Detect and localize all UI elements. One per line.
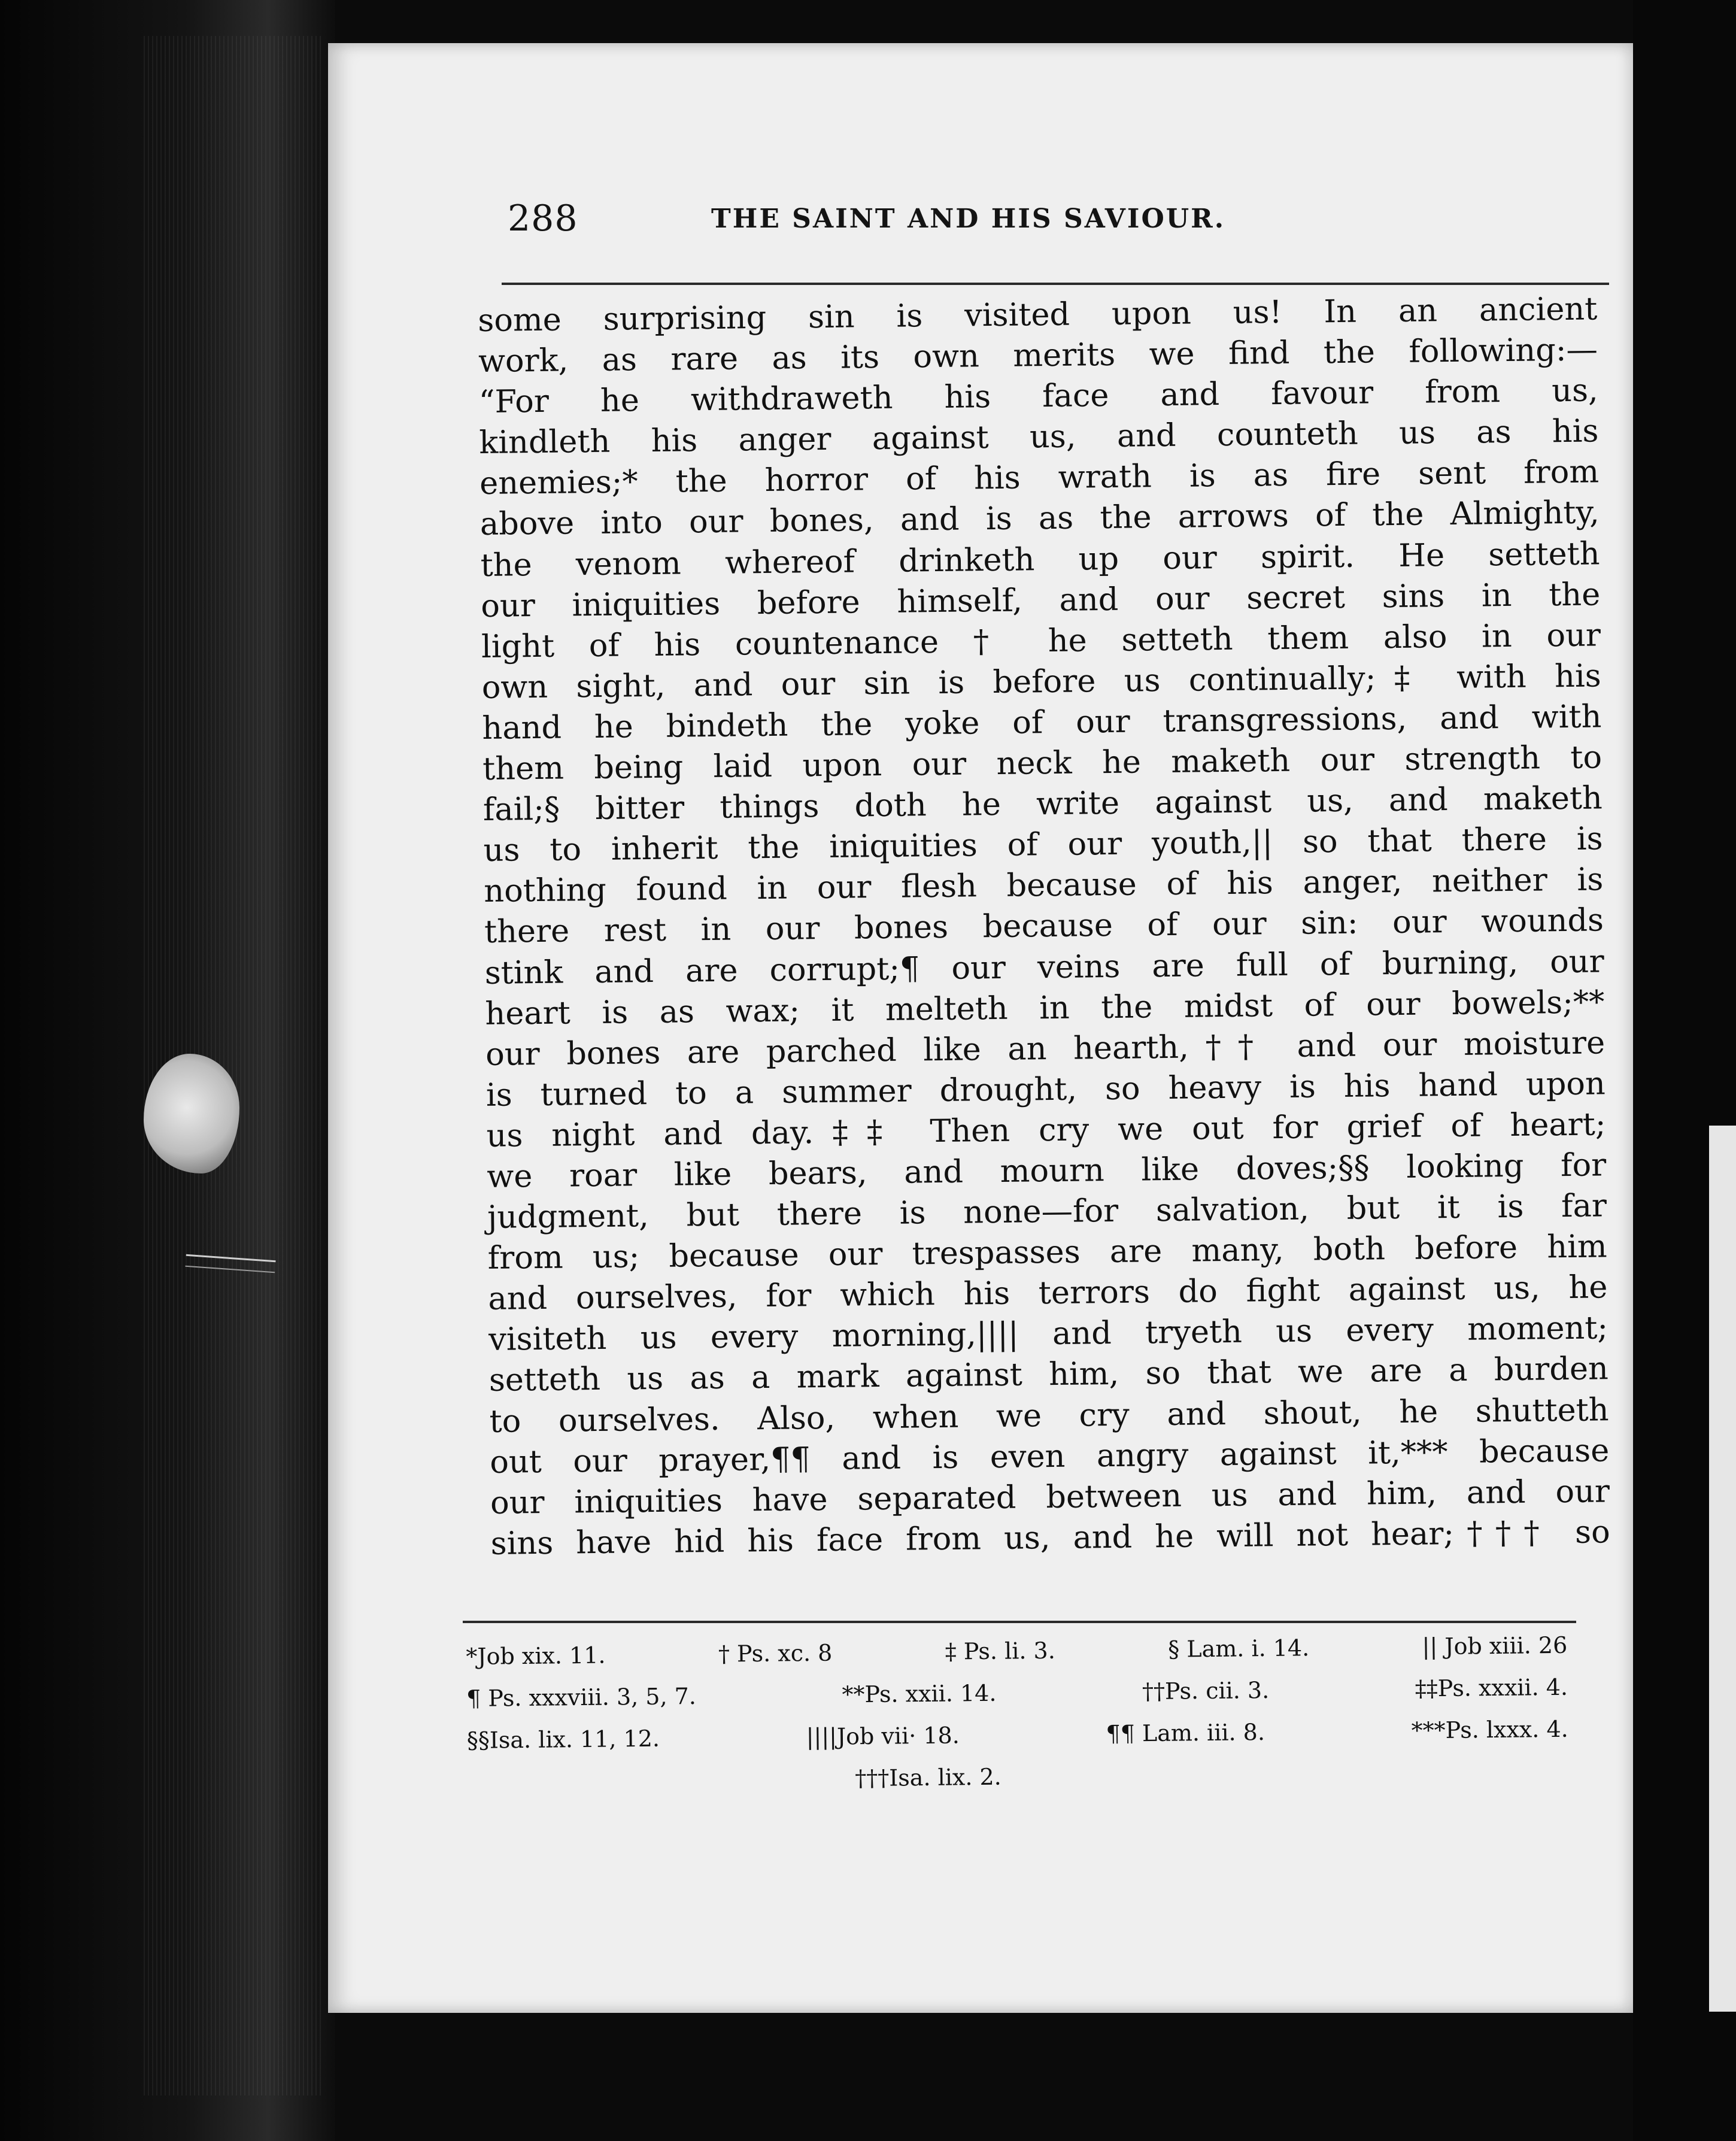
text-line: to ourselves. Also, when we cry and shout, he shutteth (489, 1391, 1609, 1440)
text-line: our bones are parched like an hearth,†† and our moisture (485, 1024, 1606, 1073)
text-line: out our prayer,¶¶ and is even angry against it,*** because (489, 1432, 1610, 1481)
text-line: is turned to a summer drought, so heavy is his hand upon (485, 1065, 1606, 1114)
book-page (328, 43, 1633, 2013)
footnotes (466, 1624, 1569, 1803)
text-line: our iniquities before himself, and our secret sins in the (481, 576, 1601, 624)
text-line: us night and day.‡‡ Then cry we out for grief of heart; (486, 1106, 1606, 1154)
text-line: and ourselves, for which his terrors do fight against us, he (488, 1269, 1608, 1318)
text-line: setteth us as a mark against him, so that we are a burden (488, 1350, 1609, 1399)
text-line: judgment, but there is none—for salvation, but it is far (487, 1187, 1607, 1236)
footnote: *Job xix. 11. (466, 1642, 606, 1670)
text-line: heart is as wax; it melteth in the midst of our bowels;** (485, 983, 1605, 1032)
text-line: work, as rare as its own merits we find the following:— (478, 331, 1598, 380)
body-text (478, 289, 1610, 1564)
page-number: 288 (508, 198, 578, 239)
footnote: ¶¶ Lam. iii. 8. (1106, 1719, 1265, 1747)
text-line: the venom whereof drinketh up our spirit. He setteth (480, 535, 1600, 584)
text-line: we roar like bears, and mourn like doves;§§ looking for (487, 1147, 1607, 1195)
footnote: ***Ps. lxxx. 4. (1411, 1715, 1568, 1744)
text-line: from us; because our trespasses are many, both before him (487, 1228, 1607, 1277)
text-line: “For he withdraweth his face and favour from us, (478, 372, 1598, 421)
footnote: § Lam. i. 14. (1168, 1634, 1310, 1663)
text-line: stink and are corrupt;¶ our veins are full of burning, our (484, 942, 1604, 991)
paper-damage-blot (144, 1054, 239, 1173)
footnote: ||||Job vii· 18. (806, 1722, 960, 1751)
text-line: our iniquities have separated between us and him, and our (490, 1473, 1610, 1521)
footnote-rule (463, 1621, 1576, 1623)
running-head: THE SAINT AND HIS SAVIOUR. (711, 204, 1226, 234)
footnote: ††Ps. cii. 3. (1142, 1676, 1270, 1705)
text-line: us to inherit the iniquities of our youth,|| so that there is (483, 820, 1603, 869)
text-line: sins have hid his face from us, and he will not hear;††† so (490, 1514, 1610, 1562)
footnote: †††Isa. lix. 2. (855, 1763, 1001, 1792)
text-line: fail;§ bitter things doth he write against us, and maketh (482, 780, 1603, 829)
header-rule (502, 283, 1609, 285)
text-line: light of his countenance † he setteth them also in our (481, 617, 1601, 665)
text-line: above into our bones, and is as the arrows of the Almighty, (479, 494, 1600, 543)
text-line: nothing found in our flesh because of his anger, neither is (484, 861, 1604, 910)
footnote: † Ps. xc. 8 (718, 1639, 833, 1667)
footnote: ‡ Ps. li. 3. (945, 1637, 1056, 1665)
footnote: || Job xiii. 26 (1422, 1631, 1568, 1660)
text-line: them being laid upon our neck he maketh our strength to (482, 739, 1603, 787)
footnote: ‡‡Ps. xxxii. 4. (1415, 1673, 1568, 1702)
text-line: there rest in our bones because of our sin: our wounds (484, 902, 1604, 951)
text-line: some surprising sin is visited upon us! In an ancient (478, 290, 1598, 339)
text-line: own sight, and our sin is before us continually;‡ with his (481, 657, 1601, 706)
text-line: kindleth his anger against us, and counteth us as his (479, 413, 1599, 462)
adjacent-page-edge (1709, 1126, 1736, 2012)
footnote: ¶ Ps. xxxviii. 3, 5, 7. (466, 1682, 697, 1712)
footnote: §§Isa. lix. 11, 12. (466, 1725, 660, 1754)
text-line: enemies;* the horror of his wrath is as fire sent from (479, 453, 1600, 502)
text-line: visiteth us every morning,|||| and tryeth us every moment; (488, 1309, 1608, 1358)
text-line: hand he bindeth the yoke of our transgressions, and with (482, 698, 1602, 747)
footnote: **Ps. xxii. 14. (842, 1679, 997, 1708)
